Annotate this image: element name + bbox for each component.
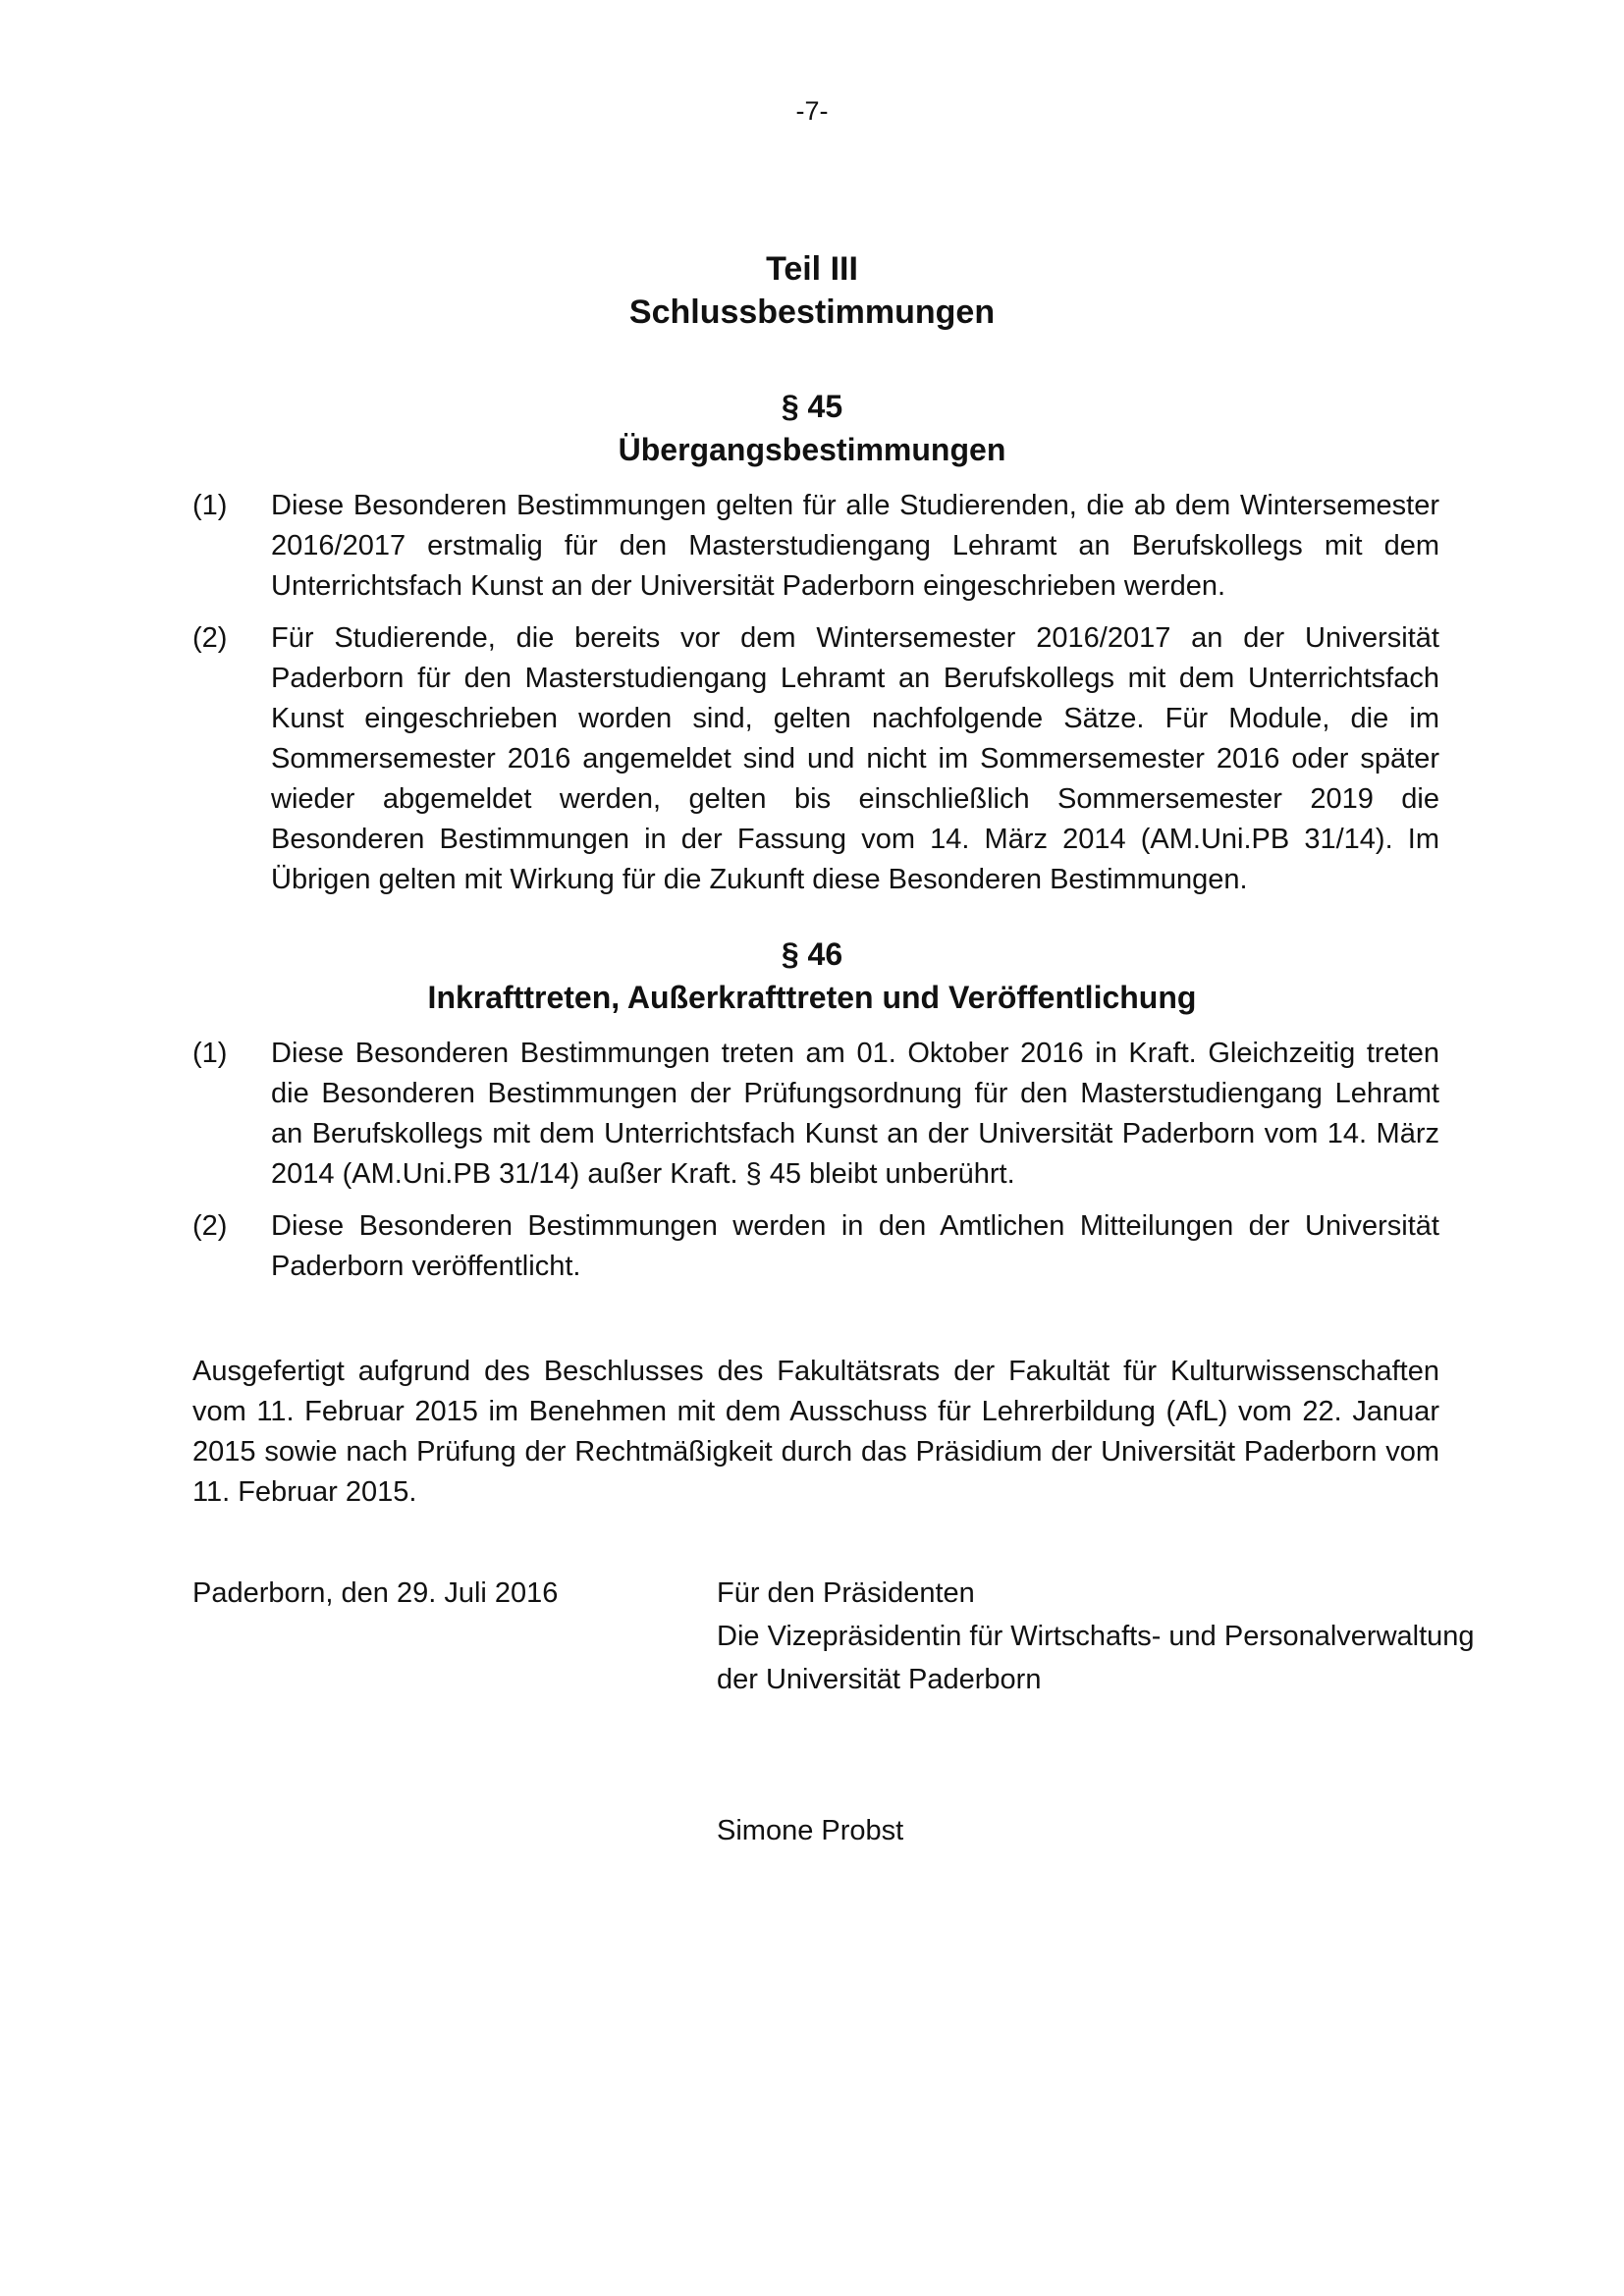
section-number: § 45 xyxy=(781,389,843,424)
signature-line-2: Die Vizepräsidentin für Wirtschafts- und Personalverwaltung xyxy=(717,1621,1475,1652)
paragraph-number: (2) xyxy=(192,622,228,654)
paragraph-text: Für Studierende, die bereits vor dem Wintersemester 2016/2017 an der Universität Paderborn für den Masterstudiengang Lehramt an Berufskollegs mit dem Unterrichtsfach Kunst eingeschrieben worden sind, gelten nachfolgende Sätze. Für Module, die im Sommersemester 2016 angemeldet sind und nicht im Sommersemester 2016 oder später wieder abgemeldet werden, gelten bis einschließlich Sommersemester 2019 die Besonderen Bestimmungen in der Fassung vom 14. März 2014 (AM.Uni.PB 31/14). Im Übrigen gelten mit Wirkung für die Zukunft diese Besonderen Bestimmungen. xyxy=(271,622,1439,895)
paragraph-text: Diese Besonderen Bestimmungen gelten für alle Studierenden, die ab dem Wintersemester 2016/2017 erstmalig für den Masterstudiengang Lehramt an Berufskollegs mit dem Unterrichtsfach Kunst an der Universität Paderborn eingeschrieben werden. xyxy=(271,490,1439,602)
section-number: § 46 xyxy=(781,936,843,972)
paragraph-text: Diese Besonderen Bestimmungen treten am 01. Oktober 2016 in Kraft. Gleichzeitig treten die Besonderen Bestimmungen der Prüfungsordnung für den Masterstudiengang Lehramt an Berufskollegs mit dem Unterrichtsfach Kunst an der Universität Paderborn vom 14. März 2014 (AM.Uni.PB 31/14) außer Kraft. § 45 bleibt unberührt. xyxy=(271,1038,1439,1190)
page-number: -7- xyxy=(795,96,829,126)
signature-line-3: der Universität Paderborn xyxy=(717,1664,1042,1695)
section-45-paragraph-2 xyxy=(192,618,1439,900)
section-title: Inkrafttreten, Außerkrafttreten und Veröffentlichung xyxy=(427,980,1197,1015)
paragraph-number: (1) xyxy=(192,490,228,521)
section-46-paragraph-2 xyxy=(192,1206,1439,1287)
signatory-name: Simone Probst xyxy=(717,1815,904,1846)
paragraph-number: (2) xyxy=(192,1210,228,1242)
section-46-heading xyxy=(0,933,1624,1019)
closing-statement: Ausgefertigt aufgrund des Beschlusses des Fakultätsrats der Fakultät für Kulturwissenschaften vom 11. Februar 2015 im Benehmen mit dem Ausschuss für Lehrerbildung (AfL) vom 22. Januar 2015 sowie nach Prüfung der Rechtmäßigkeit durch das Präsidium der Universität Paderborn vom 11. Februar 2015. xyxy=(192,1356,1439,1508)
part-title: Teil III xyxy=(766,250,858,288)
section-46-paragraph-1 xyxy=(192,1034,1439,1195)
signature-line-1: Für den Präsidenten xyxy=(717,1577,975,1609)
part-heading xyxy=(0,247,1624,334)
section-title: Übergangsbestimmungen xyxy=(618,432,1006,467)
paragraph-text: Diese Besonderen Bestimmungen werden in den Amtlichen Mitteilungen der Universität Paderborn veröffentlicht. xyxy=(271,1210,1439,1282)
part-subtitle: Schlussbestimmungen xyxy=(628,294,996,331)
section-45-paragraph-1 xyxy=(192,486,1439,607)
place-date: Paderborn, den 29. Juli 2016 xyxy=(192,1577,559,1609)
signature-block xyxy=(717,1572,1475,1701)
paragraph-number: (1) xyxy=(192,1038,228,1069)
section-45-heading xyxy=(0,385,1624,471)
